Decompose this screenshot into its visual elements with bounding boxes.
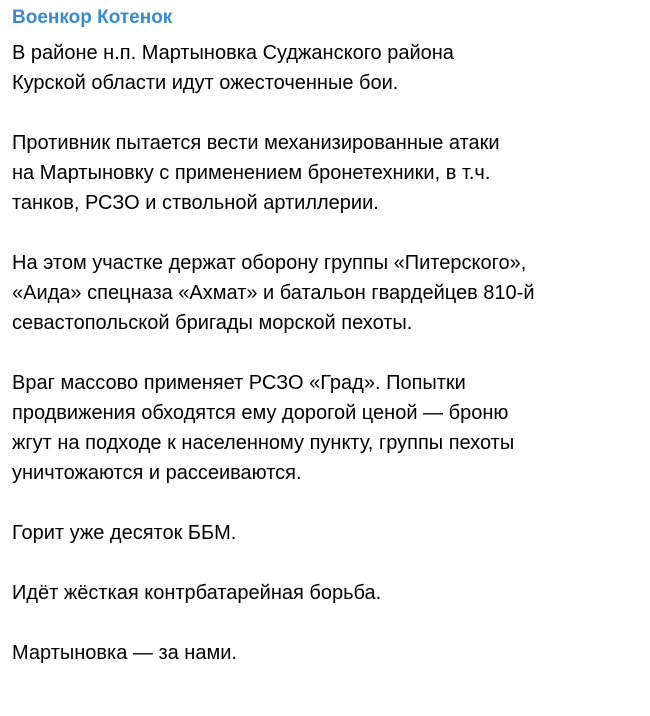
message-paragraph: Противник пытается вести механизированные атаки на Мартыновку с применением бронетехники, в т.ч. танков, РСЗО и ствольной артиллерии. bbox=[12, 132, 500, 214]
message-paragraph: Горит уже десяток ББМ. bbox=[12, 522, 237, 544]
author-name[interactable]: Военкор Котенок bbox=[12, 7, 173, 28]
message-paragraph: Мартыновка — за нами. bbox=[12, 642, 237, 664]
message-paragraph: На этом участке держат оборону группы «Питерского», «Аида» спецназа «Ахмат» и батальон гвардейцев 810-й севастопольской бригады морской пехоты. bbox=[12, 252, 535, 334]
message-paragraph: В районе н.п. Мартыновка Суджанского района Курской области идут ожесточенные бои. bbox=[12, 42, 454, 94]
message-text bbox=[12, 38, 642, 668]
message-paragraph: Идёт жёсткая контрбатарейная борьба. bbox=[12, 582, 382, 604]
message-paragraph: Враг массово применяет РСЗО «Град». Попытки продвижения обходятся ему дорогой ценой — броню жгут на подходе к населенному пункту, группы пехоты уничтожаются и рассеиваются. bbox=[12, 372, 515, 484]
message-bubble bbox=[12, 4, 642, 668]
